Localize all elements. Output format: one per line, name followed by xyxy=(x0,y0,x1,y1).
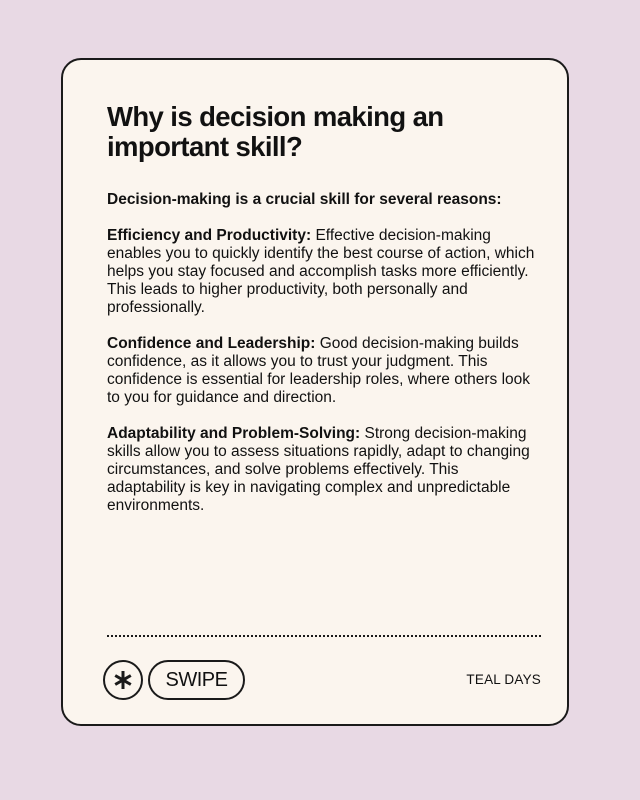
section-heading: Efficiency and Productivity: xyxy=(107,227,312,244)
brand-label: TEAL DAYS xyxy=(466,672,541,687)
asterisk-button[interactable] xyxy=(103,660,143,700)
intro-text: Decision-making is a crucial skill for several reasons: xyxy=(107,191,502,208)
section-body: Good decision-making builds confidence, as it allows you to trust your judgment. This confidence is essential for leadership roles, where others look to you for guidance and direction. xyxy=(107,335,531,406)
content-card xyxy=(61,58,569,726)
section-heading: Confidence and Leadership: xyxy=(107,335,316,352)
section-adaptability xyxy=(107,425,537,515)
section-efficiency xyxy=(107,227,537,317)
section-heading: Adaptability and Problem-Solving: xyxy=(107,425,361,442)
swipe-button[interactable]: SWIPE xyxy=(148,660,245,700)
section-body: Strong decision-making skills allow you to assess situations rapidly, adapt to changing circumstances, and solve problems effectively. This adaptability is key in navigating complex and unpredictable environments. xyxy=(107,425,530,514)
asterisk-icon xyxy=(112,669,134,691)
page-title: Why is decision making an important skill? xyxy=(107,101,444,162)
section-confidence xyxy=(107,335,537,407)
article-body xyxy=(107,191,537,533)
dotted-divider xyxy=(107,635,541,637)
section-body: Effective decision-making enables you to quickly identify the best course of action, which helps you stay focused and accomplish tasks more efficiently. This leads to higher productivity, both personally and professionally. xyxy=(107,227,535,316)
